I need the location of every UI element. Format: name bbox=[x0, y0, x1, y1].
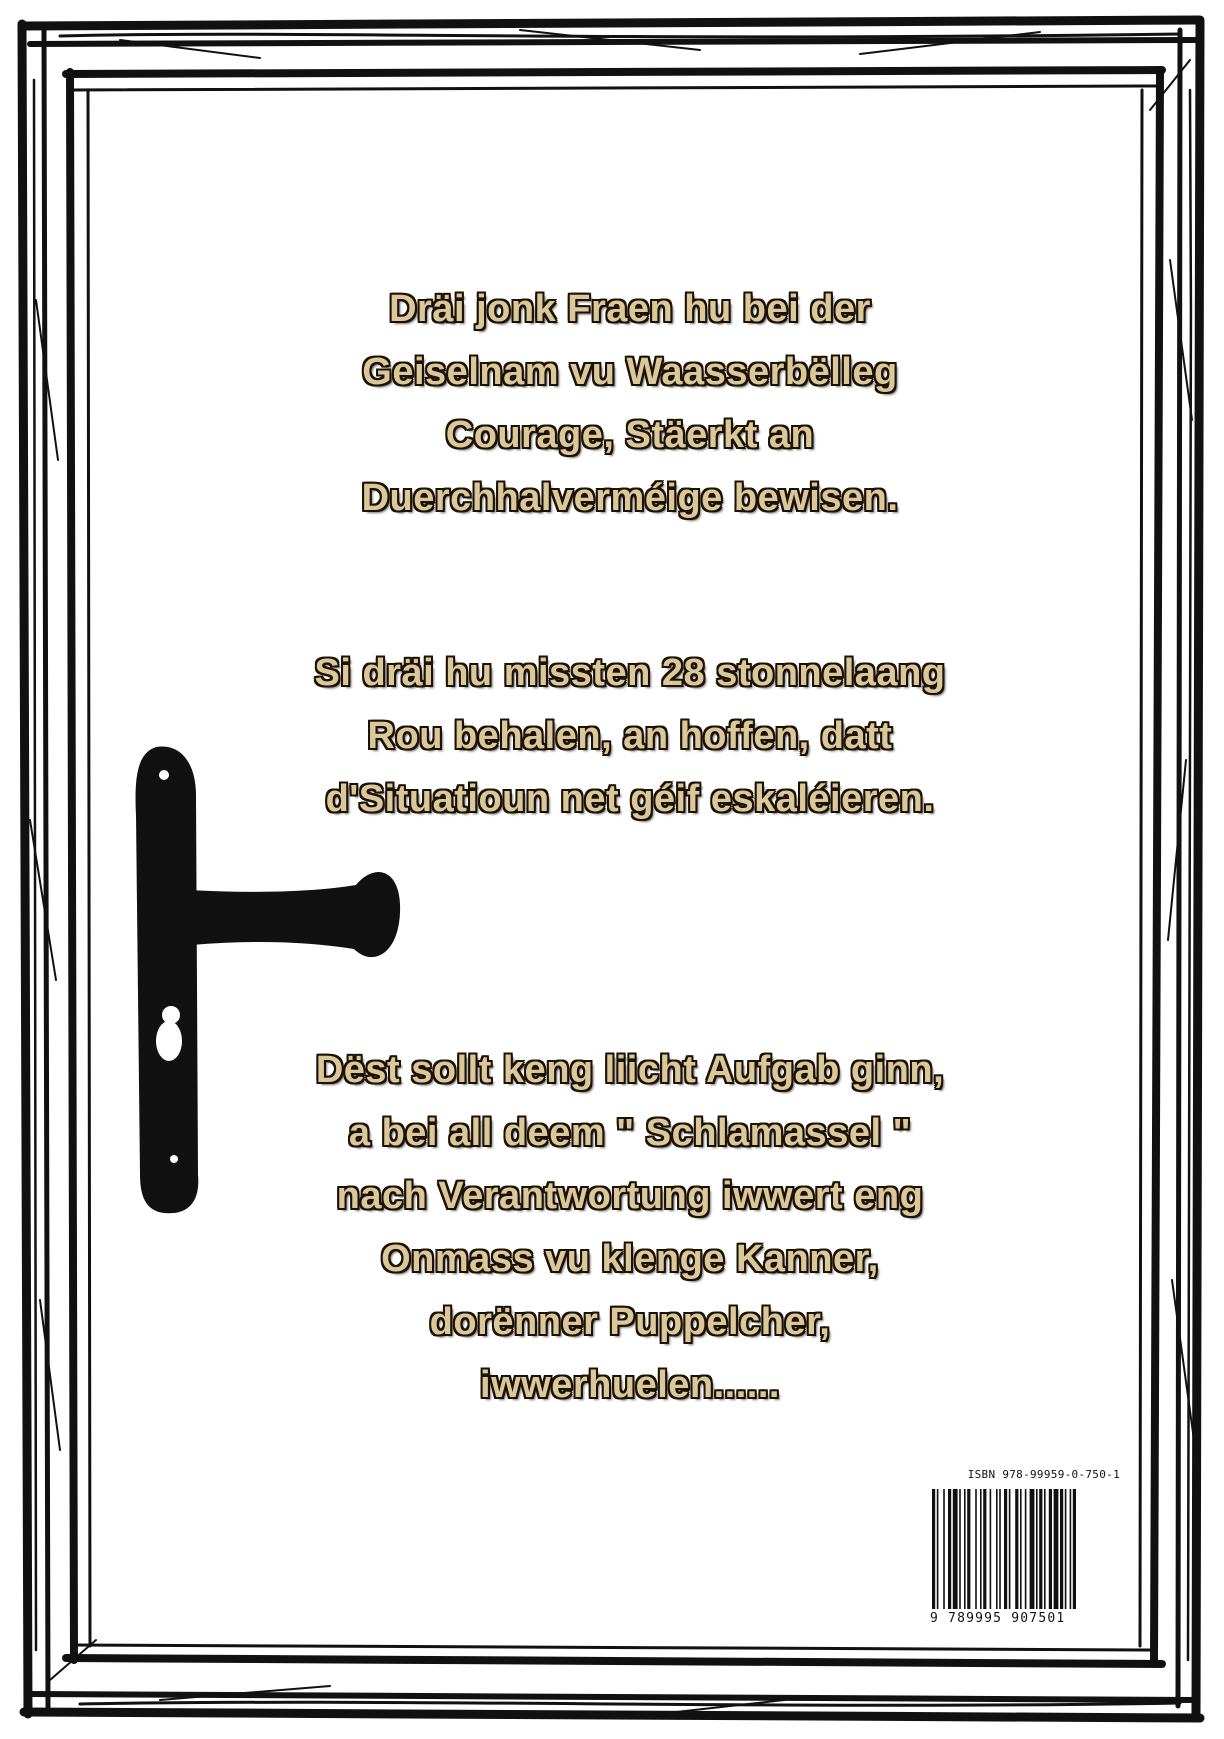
blurb-line: Duerchhalverméige bewisen. bbox=[361, 477, 899, 519]
blurb-line: Geiselnam vu Waasserbëlleg bbox=[362, 351, 898, 393]
blurb-line: Dräi jonk Fraen hu bei der bbox=[389, 288, 871, 330]
blurb-line: Courage, Stäerkt an bbox=[445, 414, 815, 456]
blurb-line: Dëst sollt keng liicht Aufgab ginn, bbox=[315, 1049, 945, 1091]
blurb-line: a bei all deem " Schlamassel " bbox=[348, 1112, 912, 1154]
blurb-paragraph-1 bbox=[210, 278, 1050, 530]
blurb-line: Si dräi hu missten 28 stonnelaang bbox=[314, 652, 946, 694]
blurb-line: nach Verantwortung iwwert eng bbox=[336, 1175, 924, 1217]
blurb-line: Onmass vu klenge Kanner, bbox=[381, 1238, 879, 1280]
barcode bbox=[930, 1468, 1120, 1626]
blurb-line: d'Situatioun net géif eskaléieren. bbox=[325, 778, 935, 820]
isbn-label: ISBN 978-99959-0-750-1 bbox=[967, 1468, 1120, 1481]
blurb-line: dorënner Puppelcher, bbox=[429, 1301, 831, 1343]
barcode-digits: 9 789995 907501 bbox=[930, 1611, 1066, 1626]
barcode-icon bbox=[930, 1489, 1120, 1609]
door-handle-icon bbox=[126, 735, 406, 1220]
blurb-line: Rou behalen, an hoffen, datt bbox=[367, 715, 893, 757]
blurb-line: iwwerhuelen...... bbox=[480, 1364, 780, 1406]
